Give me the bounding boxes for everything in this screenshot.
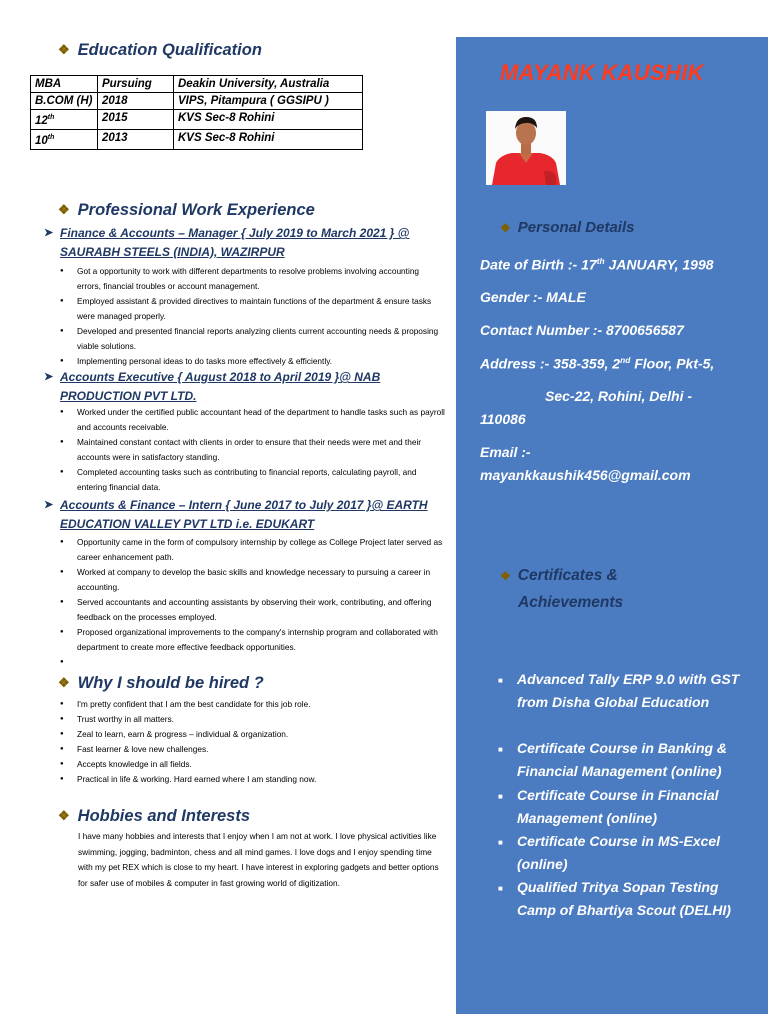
job-heading: ➤ Accounts & Finance – Intern { June 2017 to July 2017 }@ EARTH EDUCATION VALLEY PVT LTD i.e. EDUKART [44, 498, 428, 531]
list-item: ● Worked at company to develop the basic skills and knowledge necessary to pursuing a career in accounting. [60, 565, 445, 595]
diamond-bullet-icon: ❖ [500, 569, 511, 583]
table-cell: 12th [31, 110, 98, 130]
square-bullet-icon: ■ [498, 884, 503, 893]
personal-details-title: ❖ Personal Details [500, 219, 635, 236]
certificates-title-line-2: Achievements [518, 594, 624, 611]
square-bullet-icon: ■ [498, 676, 503, 685]
list-item: ● Implementing personal ideas to do tasks more effectively & efficiently. [60, 354, 445, 369]
hire-title: ❖ Why I should be hired ? [58, 674, 264, 692]
list-item: ● Maintained constant contact with clients in order to ensure that their needs were met and their accounts were in satisfactory standing. [60, 435, 445, 465]
list-item: ● Accepts knowledge in all fields. [60, 757, 445, 772]
candidate-name: MAYANK KAUSHIK [500, 60, 704, 85]
education-title: ❖ Education Qualification [58, 41, 262, 59]
table-cell: VIPS, Pitampura ( GGSIPU ) [174, 93, 363, 110]
arrow-bullet-icon: ➤ [44, 371, 54, 383]
list-item: ● Completed accounting tasks such as contributing to financial reports, calculating payroll, and entering financial data. [60, 465, 445, 495]
square-bullet-icon: ■ [498, 745, 503, 754]
gender: Gender :- MALE [480, 289, 586, 305]
job-heading: ➤ Accounts Executive { August 2018 to April 2019 }@ NAB PRODUCTION PVT LTD. [44, 370, 381, 403]
job-bullets [60, 535, 445, 655]
table-cell: 2015 [98, 110, 174, 130]
table-row [31, 93, 363, 110]
list-item: ● Employed assistant & provided directives to maintain functions of the department & ensure tasks were managed properly. [60, 294, 445, 324]
certificate-item: ■ Certificate Course in Financial Management (online) [498, 787, 719, 826]
diamond-bullet-icon: ❖ [58, 202, 70, 217]
table-row [31, 76, 363, 93]
address-line-3: 110086 [480, 411, 526, 427]
certificate-item: ■ Certificate Course in MS-Excel (online) [498, 833, 721, 872]
email-label: Email :- [480, 444, 531, 460]
list-item: ● Practical in life & working. Hard earned where I am standing now. [60, 772, 445, 787]
diamond-bullet-icon: ❖ [58, 42, 70, 57]
experience-title: ❖ Professional Work Experience [58, 201, 315, 219]
profile-photo [486, 111, 566, 185]
table-cell: B.COM (H) [31, 93, 98, 110]
list-item: ● Zeal to learn, earn & progress – individual & organization. [60, 727, 445, 742]
date-of-birth: Date of Birth :- 17th JANUARY, 1998 [480, 256, 714, 273]
table-row [31, 110, 363, 130]
list-item: ● Proposed organizational improvements to the company's internship program and collaborated with department to create more effective feedback opportunities. [60, 625, 445, 655]
diamond-bullet-icon: ❖ [58, 675, 70, 690]
education-table [30, 75, 363, 150]
hire-bullets [60, 697, 445, 787]
table-cell: Deakin University, Australia [174, 76, 363, 93]
diamond-bullet-icon: ❖ [58, 808, 70, 823]
email-address[interactable]: mayankkaushik456@gmail.com [480, 467, 691, 483]
contact-number: Contact Number :- 8700656587 [480, 322, 684, 338]
address-line-2: Sec-22, Rohini, Delhi - [545, 388, 693, 404]
table-cell: KVS Sec-8 Rohini [174, 129, 363, 149]
list-item: ● Served accountants and accounting assistants by observing their work, contributing, and offering feedback on the processes employed. [60, 595, 445, 625]
table-cell: 10th [31, 129, 98, 149]
arrow-bullet-icon: ➤ [44, 227, 54, 239]
table-cell: KVS Sec-8 Rohini [174, 110, 363, 130]
square-bullet-icon: ■ [498, 838, 503, 847]
job-bullets [60, 264, 445, 369]
job-bullets [60, 405, 445, 495]
list-item: ● Got a opportunity to work with different departments to resolve problems involving accounting errors, financial troubles or account management. [60, 264, 445, 294]
table-cell: MBA [31, 76, 98, 93]
list-item: ● Trust worthy in all matters. [60, 712, 445, 727]
list-item: ● Opportunity came in the form of compulsory internship by college as College Project later served as career enhancement path. [60, 535, 445, 565]
certificate-item: ■ Qualified Tritya Sopan Testing Camp of Bhartiya Scout (DELHI) [498, 879, 731, 918]
list-item: ● Fast learner & love new challenges. [60, 742, 445, 757]
table-row [31, 129, 363, 149]
arrow-bullet-icon: ➤ [44, 499, 54, 511]
job-heading: ➤ Finance & Accounts – Manager { July 2019 to March 2021 } @ SAURABH STEELS (INDIA), WAZIRPUR [44, 226, 410, 259]
diamond-bullet-icon: ❖ [500, 221, 511, 235]
certificates-title: ❖ Certificates & [500, 567, 618, 584]
table-cell: Pursuing [98, 76, 174, 93]
hobbies-title: ❖ Hobbies and Interests [58, 807, 251, 825]
square-bullet-icon: ■ [498, 792, 503, 801]
hobbies-text: I have many hobbies and interests that I enjoy when I am not at work. I love physical activities like swimming, jogging, badminton, chess and all mind games. I love dogs and I enjoy spending time with my pet REX which is close to my heart. I have interest in exploring gadgets and better options for safer use of mobiles & computer in fast growing world of digitization. [78, 831, 439, 888]
certificate-item: ■ Advanced Tally ERP 9.0 with GST from Disha Global Education [498, 671, 740, 710]
table-cell: 2013 [98, 129, 174, 149]
list-item: ● I'm pretty confident that I am the best candidate for this job role. [60, 697, 445, 712]
address-line-1: Address :- 358-359, 2nd Floor, Pkt-5, [480, 355, 715, 372]
list-item: ● Developed and presented financial reports analyzing clients current accounting needs & proposing viable solutions. [60, 324, 445, 354]
table-cell: 2018 [98, 93, 174, 110]
list-item: ● Worked under the certified public accountant head of the department to handle tasks such as payroll and accounts receivable. [60, 405, 445, 435]
certificate-item: ■ Certificate Course in Banking & Financial Management (online) [498, 740, 728, 779]
